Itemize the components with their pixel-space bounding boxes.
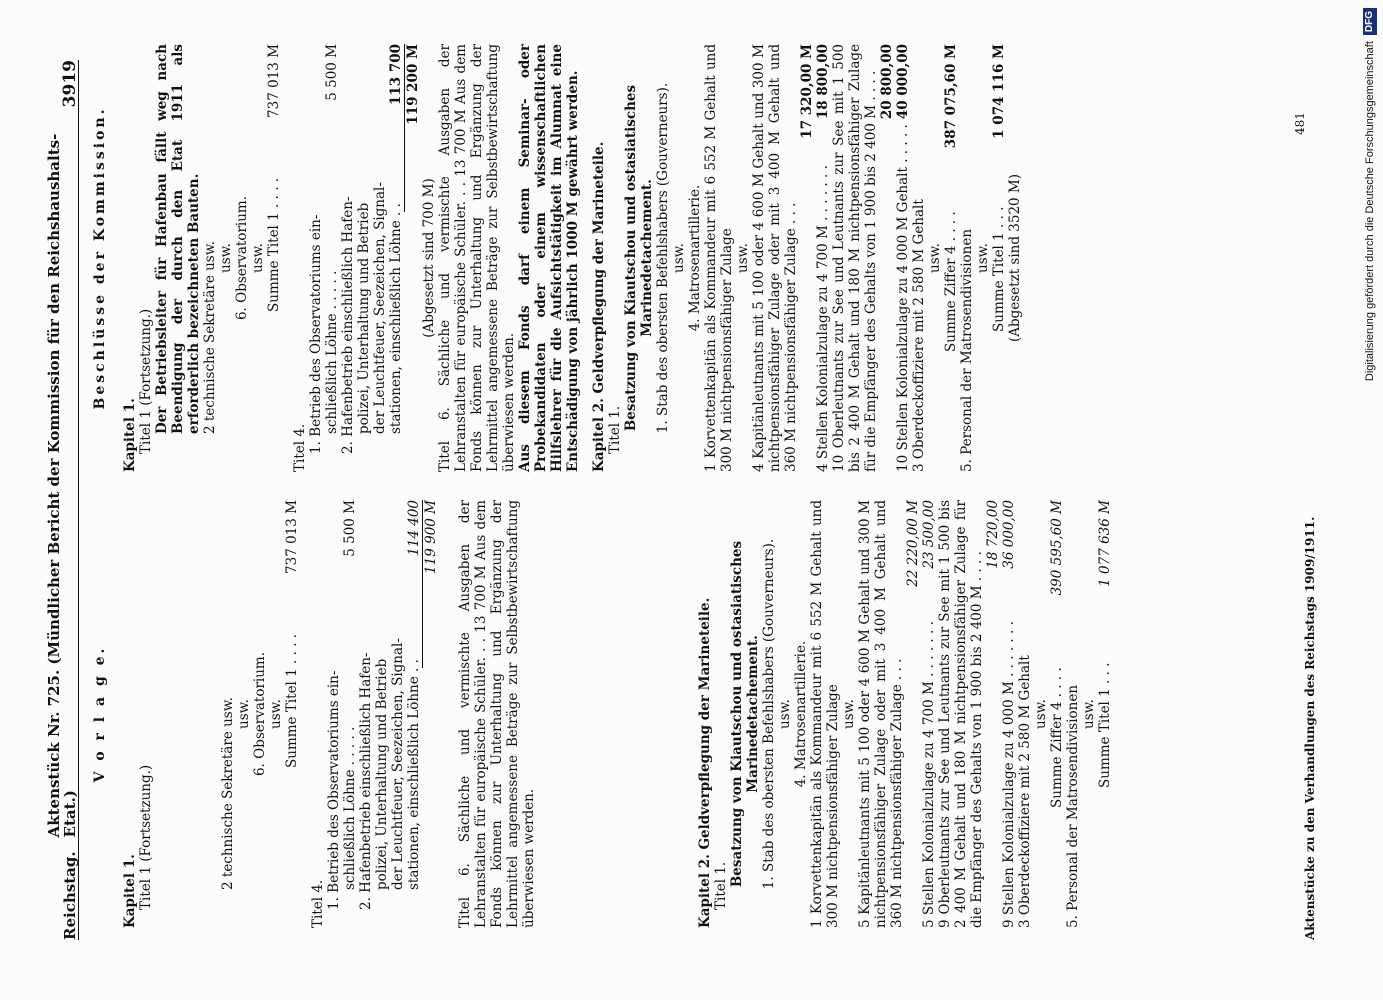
header-left: Reichstag. [61, 851, 79, 940]
t4-line: 1. Betrieb des Observatoriums ein- [326, 670, 342, 910]
titel-1: Titel 1 (Fortsetzung.) [138, 764, 154, 910]
t4-line: 1. Betrieb des Observatoriums ein- [308, 214, 324, 454]
kolonialzulage-value: 23 500,00 [921, 500, 937, 569]
titel-1b: Titel 1. [607, 405, 623, 454]
t4-value: 5 500 M [342, 500, 358, 557]
sekretaere: 2 technische Sekretäre usw. [202, 241, 218, 434]
footer-page-number: 481 [1293, 112, 1307, 135]
abgesetzt: (Abgesetzt sind 3520 M) [1007, 173, 1023, 343]
matrosenartillerie: 4. Matrosenartillerie. [687, 184, 703, 332]
personal: 5. Personal der Matrosendivisionen [959, 228, 975, 472]
oberleutnants-value: 20 800,00 [879, 44, 895, 120]
kolonialzulage-value: 18 800,00 [815, 44, 831, 120]
t4-line: der Leuchtfeuer, Seezeichen, Signal- [372, 182, 388, 434]
summe-titel-1b: Summe Titel 1 . . . [1097, 662, 1113, 788]
kapitel-1: Kapitel 1. [122, 854, 138, 928]
oberdeckoffiziere: 3 Oberdeckoffiziere mit 2 580 M Gehalt [1017, 655, 1033, 928]
usw: usw. [975, 243, 991, 273]
t4-line: stationen, einschließlich Löhne . . [388, 203, 404, 434]
titel-6-text: Titel 6. Sächliche und vermischte Ausgaben der Lehranstalten für europäische Schüler. . . 13 700 M Aus dem Fonds können zur Unterhaltung und Ergänzung der Lehrmittel angemessene Beträge zur Selbstbewirtschaftung überwiesen werden. [437, 44, 517, 472]
summe-ziffer-4: Summe Ziffer 4 . . . . [943, 211, 959, 352]
oberleutnants: 9 Oberleutnants zur See und Leutnants zur See mit 1 500 bis 2 400 M Gehalt und 180 M nichtpensionsfähiger Zulage für die Empfänger des Gehalts von 1 900 bis 2 400 M . . . . [937, 500, 985, 928]
beschluesse-column [92, 44, 1023, 472]
stab: 1. Stab des obersten Befehlshabers (Gouverneurs). [655, 82, 671, 434]
vorlage-title: V o r l a g e. [92, 645, 108, 783]
summe-titel-1-value: 737 013 M [284, 500, 300, 574]
usw: usw. [927, 243, 943, 273]
usw: usw. [777, 699, 793, 729]
t4-line: der Leuchtfeuer, Seezeichen, Signal- [390, 638, 406, 890]
header-page-number: 3919 [60, 60, 80, 108]
kolonialzulage: 9 Stellen Kolonialzulage zu 4 000 M . . . . . . . [1001, 621, 1017, 928]
t4-line: polizei, Unterhaltung und Betrieb [356, 202, 372, 434]
matrosenartillerie: 4. Matrosenartillerie. [793, 640, 809, 788]
oberleutnants-value: 18 720,00 [985, 500, 1001, 569]
usw: usw. [841, 699, 857, 729]
abgesetzt: (Abgesetzt sind 700 M) [421, 178, 437, 338]
kapitel-1: Kapitel 1. [122, 398, 138, 472]
titel-1b: Titel 1. [713, 861, 729, 910]
observatorium: 6. Observatorium. [234, 195, 250, 321]
t4-line: stationen, einschließlich Löhne . . [406, 659, 422, 890]
dfg-logo: DFG [1363, 8, 1377, 35]
stab: 1. Stab des obersten Befehlshabers (Gouverneurs). [761, 538, 777, 890]
dfg-credit-text: Digitalisierung gefördert durch die Deutsche Forschungsgemeinschaft [1364, 41, 1376, 382]
t4-line: 2. Hafenbetrieb einschließlich Hafen- [358, 652, 374, 910]
summe-titel-1b-value: 1 074 116 M [991, 44, 1007, 139]
page-footer [1302, 60, 1318, 940]
bold-note: Der Betriebsleiter für Hafenbau fällt weg nach Beendigung der durch den Etat 1911 als erforderlich bezeichneten Bauten. [154, 44, 202, 434]
summe-titel-1b-value: 1 077 636 M [1097, 500, 1113, 587]
kolonialzulage-value: 40 000,00 [895, 44, 911, 120]
dfg-credit [1359, 8, 1381, 992]
korvettenkapitaen: 1 Korvettenkapitän als Kommandeur mit 6 552 M Gehalt und 300 M nichtpensionsfähiger Zulage [809, 500, 841, 928]
kolonialzulage: 5 Stellen Kolonialzulage zu 4 700 M . . . . . . . [921, 621, 937, 928]
t4-line: polizei, Unterhaltung und Betrieb [374, 658, 390, 890]
usw: usw. [671, 243, 687, 273]
personal: 5. Personal der Matrosendivisionen [1065, 684, 1081, 928]
kapitaenleutnants: 4 Kapitänleutnants mit 5 100 oder 4 600 M Gehalt und 300 M nichtpensionsfähiger Zulage oder mit 3 400 M Gehalt und 360 M nichtpensionsfähiger Zulage . . . [751, 44, 799, 472]
usw: usw. [1081, 699, 1097, 729]
summe-ziffer-4-value: 387 075,60 M [943, 44, 959, 149]
t4-total: 119 200 M [405, 44, 421, 125]
t4-line: schließlich Löhne . . . . . [324, 270, 340, 434]
kapitel-2: Kapitel 2. Geldverpflegung der Marineteile. [591, 141, 607, 472]
usw: usw. [268, 699, 284, 729]
korvettenkapitaen: 1 Korvettenkapitän als Kommandeur mit 6 552 M Gehalt und 300 M nichtpensionsfähiger Zulage [703, 44, 735, 472]
observatorium: 6. Observatorium. [252, 651, 268, 777]
sekretaere: 2 technische Sekretäre usw. [220, 697, 236, 890]
summe-titel-1: Summe Titel 1 . . . . [266, 177, 282, 312]
usw: usw. [735, 243, 751, 273]
usw: usw. [1033, 699, 1049, 729]
kapitaenleutnants: 5 Kapitänleutnants mit 5 100 oder 4 600 M Gehalt und 300 M nichtpensionsfähiger Zulage oder mit 3 400 M Gehalt und 360 M nichtpensionsfähiger Zulage . . . [857, 500, 905, 928]
kolonialzulage: 10 Stellen Kolonialzulage zu 4 000 M Gehalt . . . . . [895, 124, 911, 472]
kapitaenleutnants-value: 17 320,00 M [799, 44, 815, 139]
titel-6-text: Titel 6. Sächliche und vermischte Ausgaben der Lehranstalten für europäische Schüler. . . 13 700 M Aus dem Fonds können zur Unterhaltung und Ergänzung der Lehrmittel angemessene Beträge zur Selbstbewirtschaftung überwiesen werden. [457, 500, 537, 928]
kolonialzulage-value: 36 000,00 [1001, 500, 1017, 569]
titel-4: Titel 4. [292, 423, 308, 472]
kapitel-2: Kapitel 2. Geldverpflegung der Marineteile. [697, 597, 713, 928]
t4-line: schließlich Löhne . . . . . [342, 726, 358, 890]
vorlage-column [92, 500, 1113, 928]
t4-line: 2. Hafenbetrieb einschließlich Hafen- [340, 196, 356, 454]
titel-4: Titel 4. [310, 879, 326, 928]
page-header [45, 60, 80, 940]
besatzung-heading: Besatzung von Kiautschou und ostasiatisches Marinedetachement. [729, 540, 761, 888]
oberdeckoffiziere: 3 Oberdeckoffiziere mit 2 580 M Gehalt [911, 199, 927, 472]
titel-6-bold: Aus diesem Fonds darf einem Seminar- oder Probekandidaten oder einem wissenschaftlichen Hilfslehrer für die Aufsichtstätigkeit im Alumnat eine Entschädigung von jährlich 1000 M gewährt werden. [517, 44, 581, 472]
beschluesse-title: Beschlüsse der Kommission. [92, 106, 108, 410]
header-title: Aktenstück Nr. 725. (Mündlicher Bericht der Kommission für den Reichshaushalts-Etat.) [45, 133, 79, 838]
t4-total: 119 900 M [423, 500, 439, 574]
t4-value: 114 400 [406, 500, 422, 556]
kapitaenleutnants-value: 22 220,00 M [905, 500, 921, 587]
kolonialzulage: 4 Stellen Kolonialzulage zu 4 700 M . . . . . . . [815, 165, 831, 472]
summe-titel-1-value: 737 013 M [266, 44, 282, 118]
besatzung-heading: Besatzung von Kiautschou und ostasiatisches Marinedetachement. [623, 84, 655, 432]
t4-value: 113 700 [388, 44, 404, 106]
usw: usw. [236, 699, 252, 729]
summe-ziffer-4-value: 390 595,60 M [1049, 500, 1065, 596]
summe-titel-1: Summe Titel 1 . . . . [284, 633, 300, 768]
usw: usw. [250, 243, 266, 273]
summe-ziffer-4: Summe Ziffer 4 . . . . [1049, 667, 1065, 808]
footer-text: Aktenstücke zu den Verhandlungen des Reichstags 1909/1911. [1303, 516, 1317, 940]
titel-1: Titel 1 (Fortsetzung.) [138, 308, 154, 454]
usw: usw. [218, 243, 234, 273]
summe-titel-1b: Summe Titel 1 . . . [991, 206, 1007, 332]
t4-value: 5 500 M [324, 44, 340, 101]
oberleutnants: 10 Oberleutnants zur See und Leutnants zur See mit 1 500 bis 2 400 M Gehalt und 180 M nichtpensionsfähiger Zulage für die Empfänger des Gehalts von 1 900 bis 2 400 M . . . . [831, 44, 879, 472]
